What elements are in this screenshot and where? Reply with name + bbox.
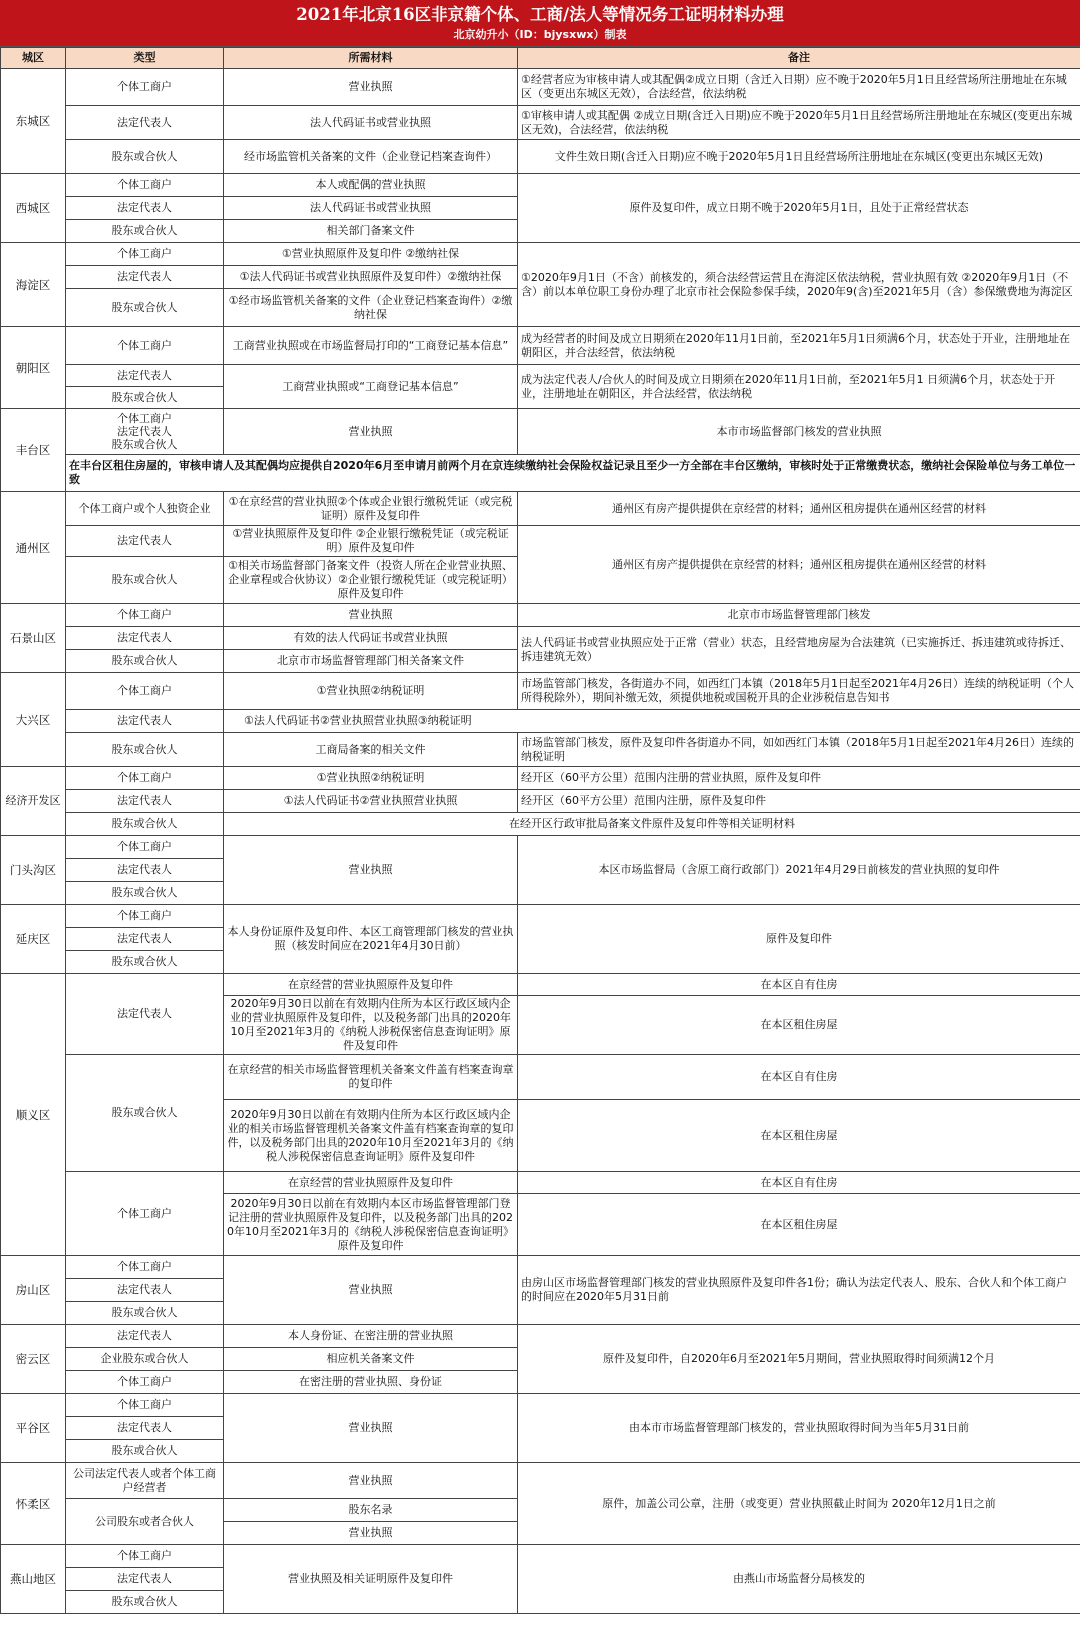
district-cell: 燕山地区 (1, 1545, 66, 1614)
material-cell: 营业执照 (224, 1256, 518, 1325)
material-cell: 本人身份证原件及复印件、本区工商管理部门核发的营业执照（核发时间应在2021年4月30日前） (224, 905, 518, 974)
material-cell: ①营业执照②纳税证明 (224, 767, 518, 790)
type-cell: 个体工商户 (66, 243, 224, 266)
table-row (1, 1055, 1080, 1100)
type-cell: 个体工商户 (66, 1394, 224, 1417)
remark-cell: 法人代码证书或营业执照应处于正常（营业）状态，且经营地房屋为合法建筑（已实施拆迁、拆违建筑或待拆迁、拆违建筑无效） (518, 627, 1080, 673)
material-cell: 在密注册的营业执照、身份证 (224, 1371, 518, 1394)
type-cell: 股东或合伙人 (66, 813, 224, 836)
district-cell: 朝阳区 (1, 327, 66, 409)
type-cell: 股东或合伙人 (66, 951, 224, 974)
material-cell: 营业执照 (224, 409, 518, 455)
remark-cell: 在本区租住房屋 (518, 1194, 1080, 1256)
remark-cell: 本区市场监督局（含原工商行政部门）2021年4月29日前核发的营业执照的复印件 (518, 836, 1080, 905)
type-cell: 个体工商户 (66, 174, 224, 197)
type-cell: 法定代表人 (66, 1568, 224, 1591)
table-row (1, 1256, 1080, 1279)
table-row (1, 365, 1080, 387)
table-row (1, 69, 1080, 106)
header-district: 城区 (1, 48, 66, 69)
material-cell: ①法人代码证书或营业执照原件及复印件）②缴纳社保 (224, 266, 518, 289)
type-cell: 个体工商户 (66, 1172, 224, 1256)
remark-cell: 成为经营者的时间及成立日期须在2020年11月1日前，至2021年5月1日须满6个月，状态处于开业，注册地址在朝阳区，并合法经营，依法纳税 (518, 327, 1080, 365)
remark-cell: 成为法定代表人/合伙人的时间及成立日期须在2020年11月1日前，至2021年5月1 日须满6个月，状态处于开业，注册地址在朝阳区，并合法经营，依法纳税 (518, 365, 1080, 409)
type-cell: 法定代表人 (66, 197, 224, 220)
material-cell: 营业执照及相关证明原件及复印件 (224, 1545, 518, 1614)
type-cell: 个体工商户 (66, 1371, 224, 1394)
type-cell: 法定代表人 (66, 710, 224, 733)
remark-cell: 本市市场监督部门核发的营业执照 (518, 409, 1080, 455)
type-cell: 个体工商户 (66, 1256, 224, 1279)
district-cell: 西城区 (1, 174, 66, 243)
table-row (1, 409, 1080, 455)
remark-cell: ①2020年9月1日（不含）前核发的，须合法经营运营且在海淀区依法纳税，营业执照有效 ②2020年9月1日（不含）前以本单位职工身份办理了北京市社会保险参保手续，2020年9(含)至2021年5月（含）参保缴费地为海淀区 (518, 243, 1080, 327)
type-cell: 法定代表人 (66, 1325, 224, 1348)
material-cell: 有效的法人代码证书或营业执照 (224, 627, 518, 650)
type-cell: 股东或合伙人 (66, 1440, 224, 1463)
material-cell: 股东名录 (224, 1499, 518, 1522)
type-cell: 法定代表人 (66, 790, 224, 813)
remark-cell: 在本区自有住房 (518, 1055, 1080, 1100)
page-title: 2021年北京16区非京籍个体、工商/法人等情况务工证明材料办理 (296, 5, 784, 24)
material-cell: ①法人代码证书②营业执照营业执照 (224, 790, 518, 813)
table-row (1, 604, 1080, 627)
table-row (1, 327, 1080, 365)
remark-cell: ①经营者应为审核申请人或其配偶②成立日期（含迁入日期）应不晚于2020年5月1日且经营场所注册地址在东城区（变更出东城区无效），合法经营，依法纳税 (518, 69, 1080, 106)
type-cell: 股东或合伙人 (66, 1055, 224, 1172)
type-cell: 法定代表人 (66, 266, 224, 289)
table-row (1, 767, 1080, 790)
table-row (1, 1172, 1080, 1194)
table-row (1, 974, 1080, 996)
material-cell: ①营业执照②纳税证明 (224, 673, 518, 710)
table-row (1, 673, 1080, 710)
type-cell: 个体工商户 (66, 673, 224, 710)
material-cell: 相应机关备案文件 (224, 1348, 518, 1371)
type-cell: 公司法定代表人或者个体工商户经营者 (66, 1463, 224, 1499)
type-cell: 股东或合伙人 (66, 650, 224, 673)
material-cell: 营业执照 (224, 1522, 518, 1545)
table-row (1, 526, 1080, 557)
district-cell: 海淀区 (1, 243, 66, 327)
district-cell: 平谷区 (1, 1394, 66, 1463)
material-cell: 工商营业执照或在市场监督局打印的“工商登记基本信息” (224, 327, 518, 365)
material-cell: 营业执照 (224, 69, 518, 106)
material-cell: 本人身份证、在密注册的营业执照 (224, 1325, 518, 1348)
type-cell: 股东或合伙人 (66, 733, 224, 767)
material-cell: ①在京经营的营业执照②个体或企业银行缴税凭证（或完税证明）原件及复印件 (224, 492, 518, 526)
table-row (1, 1463, 1080, 1499)
type-cell: 法定代表人 (66, 974, 224, 1055)
remark-cell: 在本区租住房屋 (518, 996, 1080, 1055)
remark-cell: 通州区有房产提供提供在京经营的材料；通州区租房提供在通州区经营的材料 (518, 526, 1080, 604)
header-materials: 所需材料 (224, 48, 518, 69)
material-cell: 本人或配偶的营业执照 (224, 174, 518, 197)
remark-cell: 市场监管部门核发，原件及复印件各街道办不同，如如西红门本镇（2018年5月1日起至2021年4月26日）连续的纳税证明 (518, 733, 1080, 767)
material-cell: 法人代码证书或营业执照 (224, 106, 518, 140)
type-cell: 个体工商户 (66, 604, 224, 627)
material-cell: 营业执照 (224, 604, 518, 627)
district-cell: 石景山区 (1, 604, 66, 673)
type-cell: 法定代表人 (66, 1279, 224, 1302)
material-cell: 营业执照 (224, 1463, 518, 1499)
material-cell: 营业执照 (224, 1394, 518, 1463)
remark-cell: 由房山区市场监督管理部门核发的营业执照原件及复印件各1份；确认为法定代表人、股东、合伙人和个体工商户的时间应在2020年5月31日前 (518, 1256, 1080, 1325)
page-subtitle: 北京幼升小（ID：bjysxwx）制表 (453, 28, 627, 41)
district-cell: 怀柔区 (1, 1463, 66, 1545)
table-row (1, 836, 1080, 859)
header-remarks: 备注 (518, 48, 1080, 69)
table-row (1, 1545, 1080, 1568)
remark-cell: 经开区（60平方公里）范围内注册，原件及复印件 (518, 790, 1080, 813)
table-row (1, 733, 1080, 767)
type-cell: 法定代表人 (66, 365, 224, 387)
table-header-row (1, 48, 1080, 69)
material-cell: 2020年9月30日以前在有效期内住所为本区行政区域内企业的相关市场监督管理机关备案文件盖有档案查询章的复印件，以及税务部门出具的2020年10月至2021年3月的《纳税人涉税保密信息查询证明》原件及复印件 (224, 1100, 518, 1172)
type-cell: 法定代表人 (66, 627, 224, 650)
material-cell: ①相关市场监督部门备案文件（投资人所在企业营业执照、企业章程或合伙协议）②企业银行缴税凭证（或完税证明）原件及复印件 (224, 557, 518, 604)
remark-cell: 通州区有房产提供提供在京经营的材料；通州区租房提供在通州区经营的材料 (518, 492, 1080, 526)
header-type: 类型 (66, 48, 224, 69)
material-cell: 营业执照 (224, 836, 518, 905)
material-cell: 相关部门备案文件 (224, 220, 518, 243)
remark-cell: 文件生效日期(含迁入日期)应不晚于2020年5月1日且经营场所注册地址在东城区(变更出东城区无效) (518, 140, 1080, 174)
material-cell: 在京经营的营业执照原件及复印件 (224, 974, 518, 996)
type-cell: 个体工商户 (66, 327, 224, 365)
material-cell: ①经市场监管机关备案的文件（企业登记档案查询件）②缴纳社保 (224, 289, 518, 327)
type-cell: 股东或合伙人 (66, 1302, 224, 1325)
type-cell: 公司股东或者合伙人 (66, 1499, 224, 1545)
remark-cell: 原件及复印件，自2020年6月至2021年5月期间，营业执照取得时间须满12个月 (518, 1325, 1080, 1394)
district-cell: 延庆区 (1, 905, 66, 974)
fengtai-note: 在丰台区租住房屋的，审核申请人及其配偶均应提供自2020年6月至申请月前两个月在京连续缴纳社会保险权益记录且至少一方全部在丰台区缴纳，审核时处于正常缴费状态，缴纳社会保险单位与务工单位一致 (66, 455, 1080, 492)
remark-cell: 在本区自有住房 (518, 974, 1080, 996)
table-row (1, 455, 1080, 492)
district-cell: 通州区 (1, 492, 66, 604)
district-cell: 顺义区 (1, 974, 66, 1256)
material-cell: ①法人代码证书②营业执照营业执照③纳税证明 (224, 710, 1080, 733)
type-cell: 个体工商户 (66, 767, 224, 790)
type-cell: 股东或合伙人 (66, 1591, 224, 1614)
type-cell: 个体工商户 (66, 69, 224, 106)
remark-cell: 原件及复印件，成立日期不晚于2020年5月1日，且处于正常经营状态 (518, 174, 1080, 243)
remark-cell: ①审核申请人或其配偶 ②成立日期(含迁入日期)应不晚于2020年5月1日且经营场所注册地址在东城区(变更出东城区无效)，合法经营，依法纳税 (518, 106, 1080, 140)
material-cell: 在京经营的营业执照原件及复印件 (224, 1172, 518, 1194)
material-cell: 在京经营的相关市场监督管理机关备案文件盖有档案查询章的复印件 (224, 1055, 518, 1100)
district-cell: 丰台区 (1, 409, 66, 492)
district-cell: 密云区 (1, 1325, 66, 1394)
type-cell: 法定代表人 (66, 1417, 224, 1440)
type-cell: 个体工商户 (66, 836, 224, 859)
table-row (1, 710, 1080, 733)
type-cell: 股东或合伙人 (66, 557, 224, 604)
material-cell: ①营业执照原件及复印件 ②缴纳社保 (224, 243, 518, 266)
table-row (1, 492, 1080, 526)
remark-cell: 原件，加盖公司公章，注册（或变更）营业执照截止时间为 2020年12月1日之前 (518, 1463, 1080, 1545)
material-cell: 经市场监管机关备案的文件（企业登记档案查询件） (224, 140, 518, 174)
table-row (1, 813, 1080, 836)
remark-cell: 由燕山市场监督分局核发的 (518, 1545, 1080, 1614)
type-cell: 法定代表人 (66, 106, 224, 140)
district-cell: 门头沟区 (1, 836, 66, 905)
material-cell: 工商局备案的相关文件 (224, 733, 518, 767)
district-cell: 东城区 (1, 69, 66, 174)
type-cell: 个体工商户 (66, 1545, 224, 1568)
type-cell: 个体工商户 (66, 905, 224, 928)
material-cell: 2020年9月30日以前在有效期内本区市场监督管理部门登记注册的营业执照原件及复印件，以及税务部门出具的2020年10月至2021年3月的《纳税人涉税保密信息查询证明》原件及复印件 (224, 1194, 518, 1256)
remark-cell: 经开区（60平方公里）范围内注册的营业执照，原件及复印件 (518, 767, 1080, 790)
table-row (1, 905, 1080, 928)
table-row (1, 790, 1080, 813)
material-cell: 2020年9月30日以前在有效期内住所为本区行政区域内企业的营业执照原件及复印件，以及税务部门出具的2020年10月至2021年3月的《纳税人涉税保密信息查询证明》原件及复印件 (224, 996, 518, 1055)
table-row (1, 140, 1080, 174)
remark-cell: 北京市市场监督管理部门核发 (518, 604, 1080, 627)
table-row (1, 1325, 1080, 1348)
table-row (1, 1394, 1080, 1417)
table-row (1, 174, 1080, 197)
table-row (1, 627, 1080, 650)
table-row (1, 106, 1080, 140)
district-cell: 大兴区 (1, 673, 66, 767)
material-cell: 北京市市场监督管理部门相关备案文件 (224, 650, 518, 673)
district-cell: 经济开发区 (1, 767, 66, 836)
type-cell: 法定代表人 (66, 526, 224, 557)
type-cell: 个体工商户 法定代表人 股东或合伙人 (66, 409, 224, 455)
material-cell: 工商营业执照或“工商登记基本信息” (224, 365, 518, 409)
material-cell: 在经开区行政审批局备案文件原件及复印件等相关证明材料 (224, 813, 1080, 836)
type-cell: 股东或合伙人 (66, 289, 224, 327)
type-cell: 股东或合伙人 (66, 882, 224, 905)
table-row (1, 243, 1080, 266)
remark-cell: 市场监管部门核发，各街道办不同，如西红门本镇（2018年5月1日起至2021年4月26日）连续的纳税证明（个人所得税除外），期间补缴无效，须提供地税或国税开具的企业涉税信息告知书 (518, 673, 1080, 710)
type-cell: 企业股东或合伙人 (66, 1348, 224, 1371)
materials-table (0, 47, 1080, 1614)
type-cell: 法定代表人 (66, 859, 224, 882)
type-cell: 股东或合伙人 (66, 387, 224, 409)
remark-cell: 在本区租住房屋 (518, 1100, 1080, 1172)
district-cell: 房山区 (1, 1256, 66, 1325)
type-cell: 股东或合伙人 (66, 220, 224, 243)
type-cell: 股东或合伙人 (66, 140, 224, 174)
title-banner (0, 0, 1080, 47)
type-cell: 个体工商户或个人独资企业 (66, 492, 224, 526)
remark-cell: 由本市市场监督管理部门核发的，营业执照取得时间为当年5月31日前 (518, 1394, 1080, 1463)
remark-cell: 在本区自有住房 (518, 1172, 1080, 1194)
type-cell: 法定代表人 (66, 928, 224, 951)
material-cell: ①营业执照原件及复印件 ②企业银行缴税凭证（或完税证明）原件及复印件 (224, 526, 518, 557)
material-cell: 法人代码证书或营业执照 (224, 197, 518, 220)
remark-cell: 原件及复印件 (518, 905, 1080, 974)
